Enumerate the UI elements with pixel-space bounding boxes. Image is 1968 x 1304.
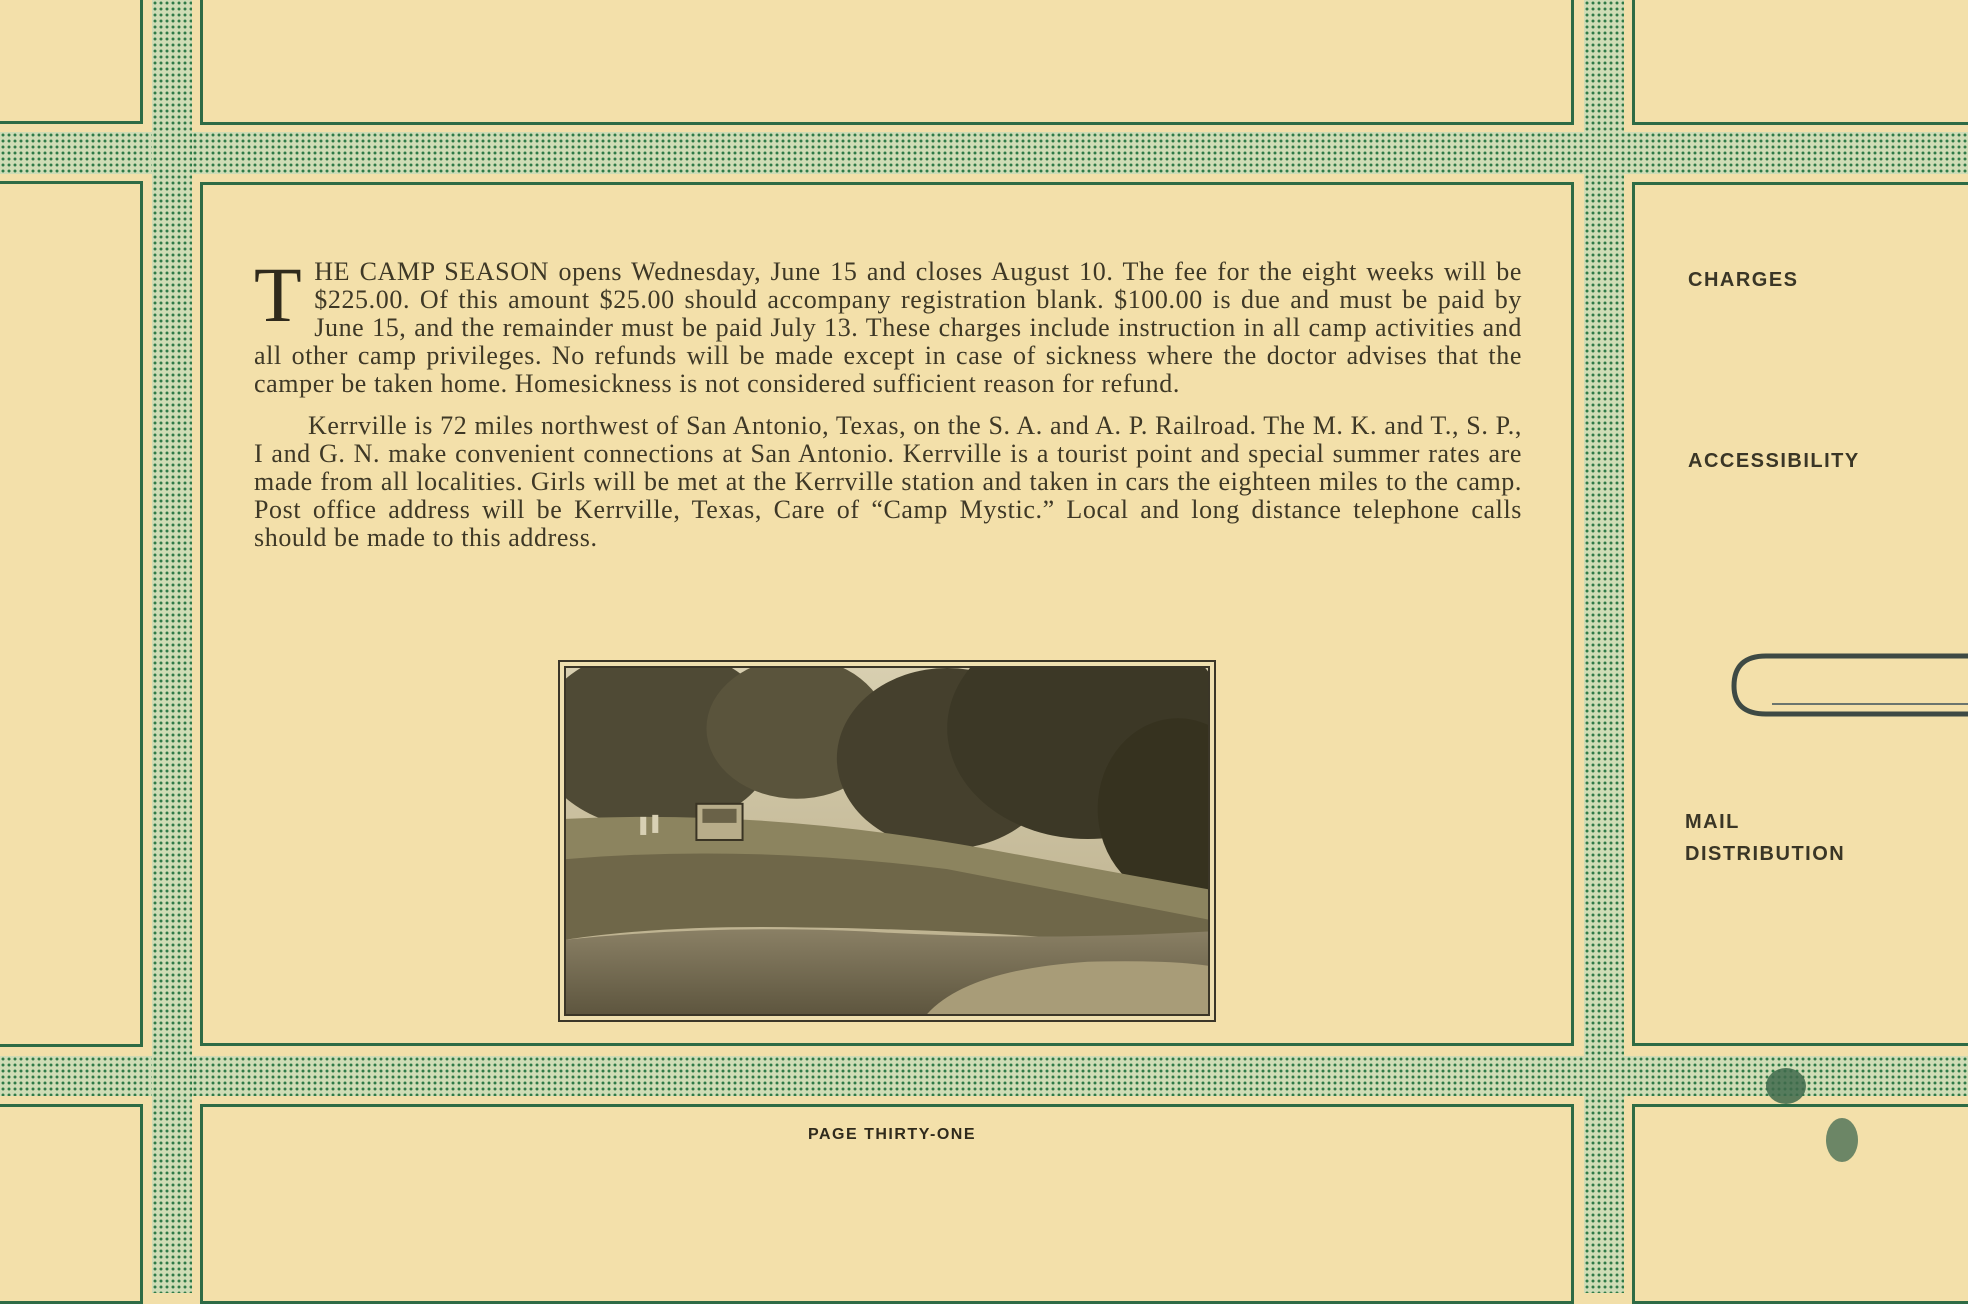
bottom-decorative-band bbox=[0, 1056, 1968, 1096]
page-number: PAGE THIRTY-ONE bbox=[808, 1126, 976, 1143]
top-right-panel bbox=[1632, 0, 1968, 125]
top-center-panel bbox=[200, 0, 1574, 125]
sidebar-label-charges: CHARGES bbox=[1688, 269, 1799, 291]
drop-cap: T bbox=[254, 251, 303, 338]
right-sidebar-panel bbox=[1632, 182, 1968, 1046]
sidebar-label-accessibility: ACCESSIBILITY bbox=[1688, 450, 1860, 472]
top-left-panel bbox=[0, 0, 143, 124]
landscape-photo-icon bbox=[566, 668, 1208, 1014]
sidebar-label-distribution: DISTRIBUTION bbox=[1685, 843, 1846, 865]
main-text bbox=[254, 251, 1522, 566]
paper-clip-icon bbox=[1728, 648, 1968, 720]
photo-image bbox=[564, 666, 1210, 1016]
paragraph-accessibility: Kerrville is 72 miles northwest of San Antonio, Texas, on the S. A. and A. P. Railroad. The M. K. and T., S. P., I and G. N. make convenient connections at San Antonio. Kerrville is a tourist point and special summer rates are made from all localities. Girls will be met at the Kerrville station and taken in cars the eighteen miles to the camp. Post office address will be Kerrville, Texas, Care of “Camp Mystic.” Local and long distance telephone calls should be made to this address. bbox=[254, 411, 1522, 552]
top-decorative-band bbox=[0, 132, 1968, 174]
middle-left-panel bbox=[0, 181, 143, 1047]
paragraph-charges bbox=[254, 251, 1522, 398]
left-decorative-band bbox=[152, 0, 192, 1293]
sidebar-label-mail: MAIL bbox=[1685, 811, 1740, 833]
right-decorative-band bbox=[1584, 0, 1624, 1293]
ink-stain-icon bbox=[1760, 1060, 1880, 1170]
paragraph-charges-text: HE CAMP SEASON opens Wednesday, June 15 and closes August 10. The fee for the eight weeks will be $225.00. Of this amount $25.00 should accompany registration blank. $100.00 is due and must be paid by June 15, and the remainder must be paid July 13. These charges include instruction in all camp activities and all other camp privileges. No refunds will be made except in case of sickness where the doctor advises that the camper be taken home. Homesickness is not considered sufficient reason for refund. bbox=[254, 257, 1522, 398]
camp-photograph bbox=[558, 660, 1216, 1022]
